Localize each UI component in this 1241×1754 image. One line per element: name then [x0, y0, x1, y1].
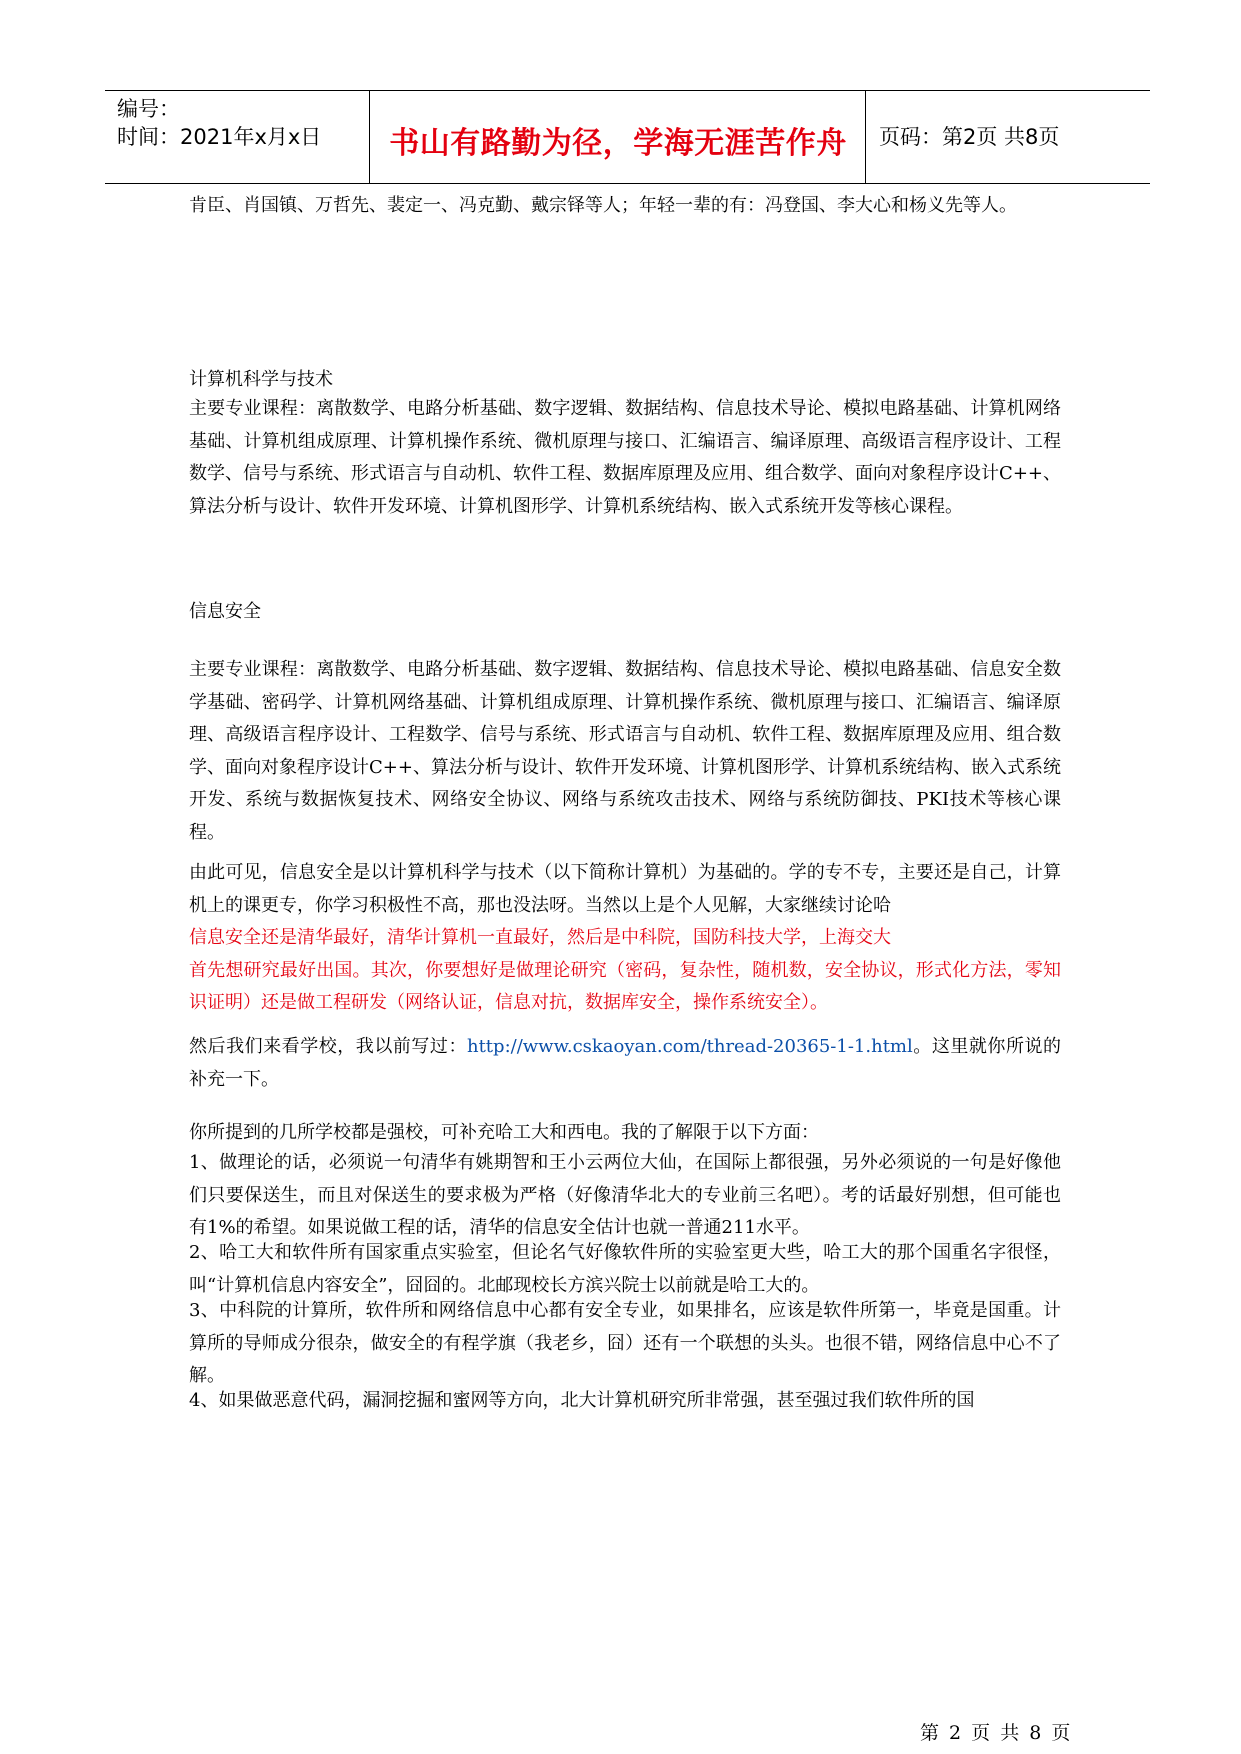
red-text-ranking: 信息安全还是清华最好，清华计算机一直最好，然后是中科院，国防科技大学，上海交大 — [189, 927, 891, 948]
list-item-1: 1、做理论的话，必须说一句清华有姚期智和王小云两位大仙，在国际上都很强，另外必须说的一句是好像他们只要保送生，而且对保送生的要求极为严格（好像清华北大的专业前三名吧）。考的话最好别想，但可能也有1%的希望。如果说做工程的话，清华的信息安全估计也就一普通211水平。 — [189, 1152, 1061, 1238]
header-right-cell — [867, 91, 1150, 183]
thread-link[interactable]: http://www.cskaoyan.com/thread-20365-1-1.html — [466, 1036, 913, 1057]
time-label: 时间：2021年x月x日 — [117, 125, 322, 149]
red-text-advice: 首先想研究最好出国。其次，你要想好是做理论研究（密码，复杂性，随机数，安全协议，形式化方法，零知识证明）还是做工程研发（网络认证，信息对抗，数据库安全，操作系统安全）。 — [189, 959, 1061, 1013]
header-left-cell — [105, 91, 370, 183]
paragraph-cs-courses: 主要专业课程：离散数学、电路分析基础、数字逻辑、数据结构、信息技术导论、模拟电路基础、计算机网络基础、计算机组成原理、计算机操作系统、微机原理与接口、汇编语言、编译原理、高级语言程序设计、工程数学、信号与系统、形式语言与自动机、软件工程、数据库原理及应用、组合数学、面向对象程序设计C++、算法分析与设计、软件开发环境、计算机图形学、计算机系统结构、嵌入式系统开发等核心课程。 — [189, 398, 1061, 517]
list-item-2: 2、哈工大和软件所有国家重点实验室，但论名气好像软件所的实验室更大些，哈工大的那个国重名字很怪，叫“计算机信息内容安全”，囧囧的。北邮现校长方滨兴院士以前就是哈工大的。 — [189, 1242, 1061, 1296]
link-suffix: 。这里就你所说的补充一下。 — [189, 1036, 1062, 1090]
paragraph-schools: 你所提到的几所学校都是强校，可补充哈工大和西电。我的了解限于以下方面： — [189, 1122, 819, 1143]
paragraph-conclusion — [189, 857, 1061, 1020]
page-footer: 第 2 页 共 8 页 — [920, 1722, 1073, 1744]
paragraph-link — [189, 1031, 1061, 1096]
conclusion-text: 由此可见，信息安全是以计算机科学与技术（以下简称计算机）为基础的。学的专不专，主要还是自己，计算机上的课更专，你学习积极性不高，那也没法呀。当然以上是个人见解，大家继续讨论哈 — [189, 862, 1061, 916]
number-label: 编号： — [117, 97, 180, 121]
page-header — [105, 90, 1150, 184]
list-item-4: 4、如果做恶意代码，漏洞挖掘和蜜网等方向，北大计算机研究所非常强，甚至强过我们软件所的国 — [189, 1390, 975, 1411]
paragraph-is-courses: 主要专业课程：离散数学、电路分析基础、数字逻辑、数据结构、信息技术导论、模拟电路基础、信息安全数学基础、密码学、计算机网络基础、计算机组成原理、计算机操作系统、微机原理与接口、汇编语言、编译原理、高级语言程序设计、工程数学、信号与系统、形式语言与自动机、软件工程、数据库原理及应用、组合数学、面向对象程序设计C++、算法分析与设计、软件开发环境、计算机图形学、计算机系统结构、嵌入式系统开发、系统与数据恢复技术、网络安全协议、网络与系统攻击技术、网络与系统防御技、PKI技术等核心课程。 — [189, 659, 1061, 843]
paragraph-scholars: 肯臣、肖国镇、万哲先、裴定一、冯克勤、戴宗铎等人；年轻一辈的有：冯登国、李大心和杨义先等人。 — [189, 195, 1017, 216]
motto: 书山有路勤为径，学海无涯苦作舟 — [389, 126, 847, 161]
heading-information-security: 信息安全 — [189, 601, 261, 622]
list-item-3: 3、中科院的计算所，软件所和网络信息中心都有安全专业，如果排名，应该是软件所第一，毕竟是国重。计算所的导师成分很杂，做安全的有程学旗（我老乡，囧）还有一个联想的头头。也很不错，网络信息中心不了解。 — [189, 1300, 1061, 1386]
header-motto-cell — [371, 91, 866, 183]
page-number-label: 页码：第2页 共8页 — [879, 125, 1060, 149]
heading-computer-science: 计算机科学与技术 — [189, 369, 333, 390]
link-prefix: 然后我们来看学校，我以前写过： — [189, 1036, 467, 1057]
